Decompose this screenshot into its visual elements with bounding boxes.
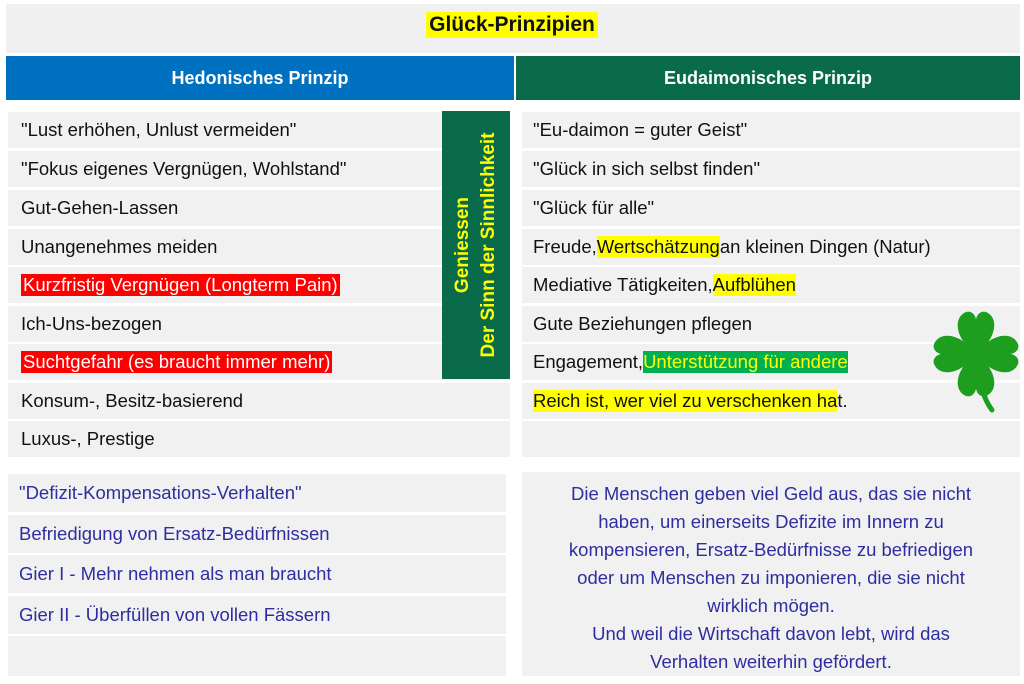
row-text: Unangenehmes meiden (21, 236, 218, 257)
paragraph-line: oder um Menschen zu imponieren, die sie nicht (577, 567, 965, 588)
page-title-container (0, 0, 1024, 50)
row-text: Konsum-, Besitz-basierend (21, 390, 244, 411)
hedonic-row (8, 229, 510, 265)
explanation-paragraph (522, 480, 1020, 676)
row-text: Befriedigung von Ersatz-Bedürfnissen (19, 523, 330, 544)
hedonic-row (8, 267, 510, 303)
row-text: "Fokus eigenes Vergnügen, Wohlstand" (21, 158, 347, 179)
deficit-row (8, 474, 506, 512)
hedonic-row (8, 112, 510, 148)
row-text-highlighted: Kurzfristig Vergnügen (Longterm Pain) (23, 274, 338, 295)
row-text: Engagement, (533, 351, 644, 372)
row-text: t. (837, 390, 848, 411)
hedonic-row (8, 151, 510, 187)
badge-line-2: Der Sinn der Sinnlichkeit (478, 132, 499, 358)
hedonic-row (8, 190, 510, 226)
page-title: Glück-Prinzipien (426, 12, 598, 38)
deficit-row (8, 555, 506, 593)
paragraph-line: wirklich mögen. (707, 595, 835, 616)
row-text-highlighted: Reich ist, wer viel zu verschenken ha (533, 390, 838, 411)
eudaimonic-row (522, 229, 1020, 265)
paragraph-line: Die Menschen geben viel Geld aus, das sie nicht (570, 483, 972, 504)
hedonic-row (8, 344, 510, 380)
eudaimonic-row (522, 267, 1020, 303)
row-text-highlighted: Wertschätzung (596, 236, 720, 257)
row-text-highlighted: Unterstützung für andere (643, 351, 848, 372)
paragraph-line: kompensieren, Ersatz-Bedürfnisse zu befriedigen (568, 539, 974, 560)
empty-row (8, 636, 506, 676)
badge-line-1: Geniessen (452, 196, 473, 294)
row-text: Gute Beziehungen pflegen (533, 313, 753, 334)
row-text: Ich-Uns-bezogen (21, 313, 162, 334)
row-text: Gier I - Mehr nehmen als man braucht (19, 563, 332, 584)
eudaimonic-row-empty (522, 421, 1020, 457)
deficit-row (8, 515, 506, 553)
eudaimonic-row (522, 190, 1020, 226)
row-text: Gut-Gehen-Lassen (21, 197, 179, 218)
hedonic-row (8, 421, 510, 457)
row-text: Mediative Tätigkeiten, (533, 274, 713, 295)
row-text: "Glück in sich selbst finden" (533, 158, 761, 179)
eudaimonic-row (522, 112, 1020, 148)
row-text-highlighted: Suchtgefahr (es braucht immer mehr) (23, 351, 331, 372)
row-text: "Lust erhöhen, Unlust vermeiden" (21, 119, 297, 140)
paragraph-line: Und weil die Wirtschaft davon lebt, wird das (592, 623, 950, 644)
paragraph-line: Verhalten weiterhin gefördert. (650, 651, 892, 672)
four-leaf-clover-icon (930, 304, 1022, 416)
row-text: Freude, (533, 236, 597, 257)
row-text: Luxus-, Prestige (21, 428, 155, 449)
row-text: Gier II - Überfüllen von vollen Fässern (19, 604, 331, 625)
paragraph-line: haben, um einerseits Defizite im Innern zu (598, 511, 944, 532)
row-text: "Defizit-Kompensations-Verhalten" (19, 482, 302, 503)
hedonic-row (8, 306, 510, 342)
eudaimonic-row (522, 151, 1020, 187)
row-text: an kleinen Dingen (Natur) (719, 236, 931, 257)
header-eudaimonic: Eudaimonisches Prinzip (516, 56, 1020, 100)
row-text-highlighted: Aufblühen (712, 274, 796, 295)
hedonic-row (8, 383, 510, 419)
row-text: "Glück für alle" (533, 197, 655, 218)
header-hedonic: Hedonisches Prinzip (6, 56, 514, 100)
vertical-badge (442, 111, 510, 379)
row-text: "Eu-daimon = guter Geist" (533, 119, 748, 140)
deficit-row (8, 596, 506, 634)
